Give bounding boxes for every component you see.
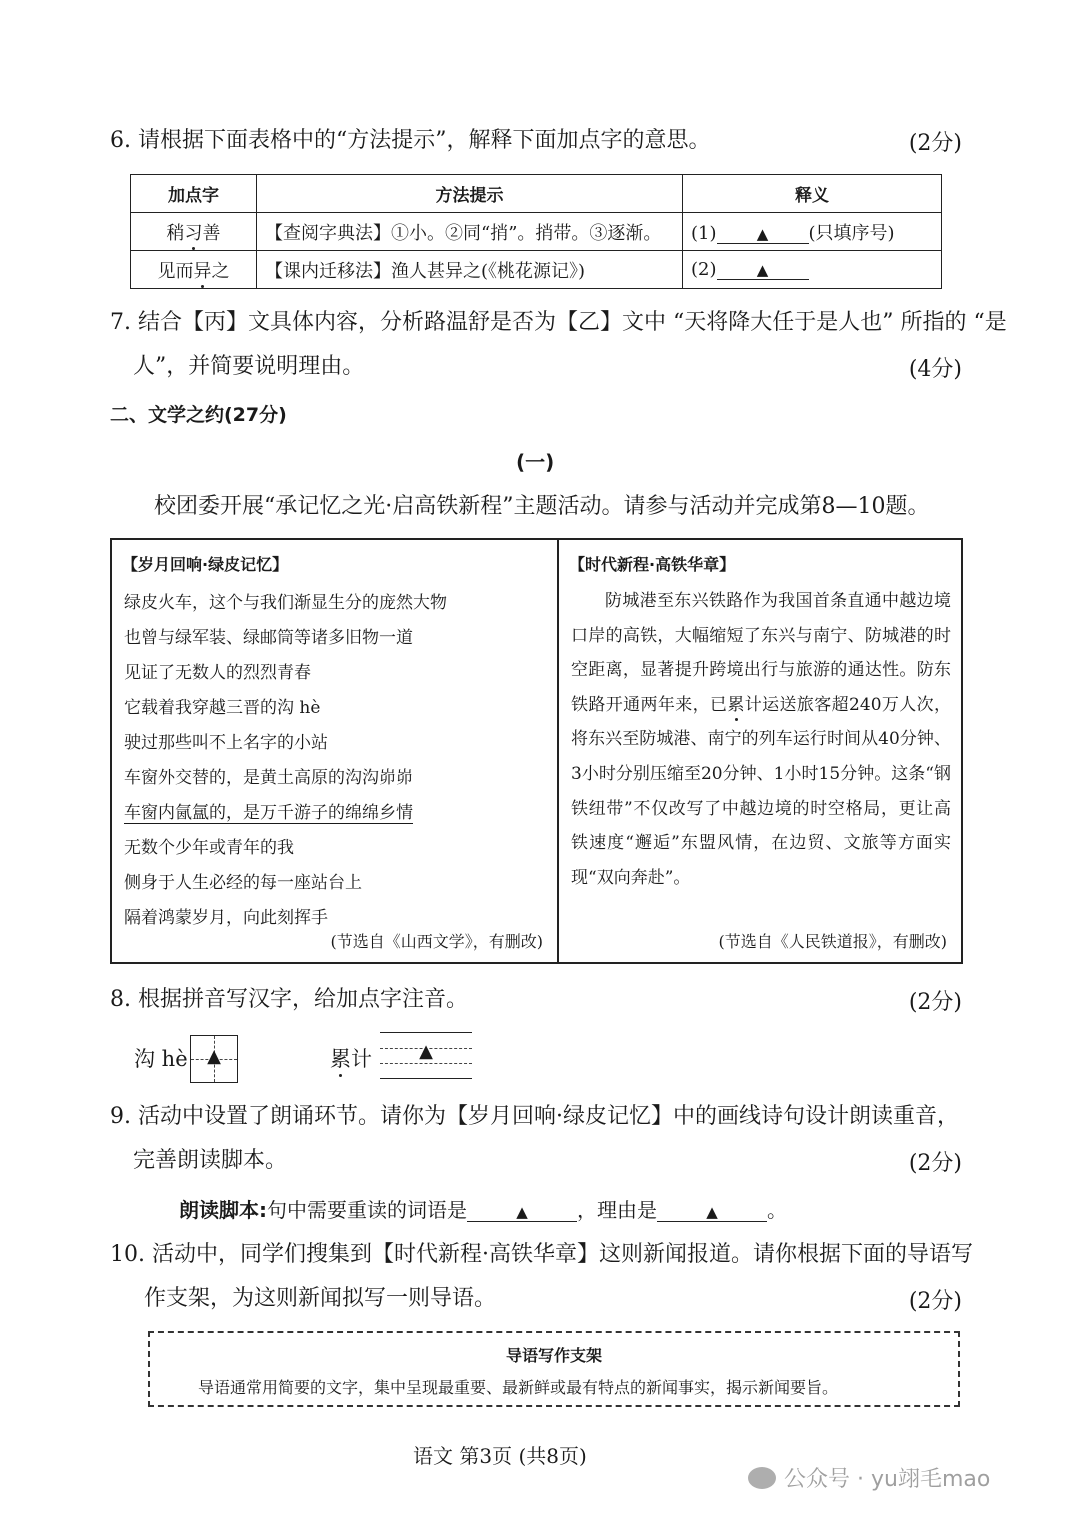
- poem-source: (节选自《山西文学》，有删改): [330, 932, 543, 951]
- poem-line: 也曾与绿军装、绿邮筒等诸多旧物一道: [124, 628, 413, 648]
- answer-blank[interactable]: ▲: [717, 225, 809, 244]
- news-text: [571, 584, 951, 895]
- answer-blank-word[interactable]: ▲: [467, 1203, 577, 1222]
- answer-note: (只填序号): [808, 222, 895, 244]
- poem-line: 车窗外交替的，是黄土高原的沟沟峁峁: [124, 768, 413, 788]
- table-header-row: [131, 175, 942, 213]
- section-intro: 校团委开展“承记忆之光·启高铁新程”主题活动。请参与活动并完成第8—10题。: [154, 494, 930, 519]
- script-label: 朗读脚本:: [179, 1198, 267, 1222]
- script-end: 。: [767, 1198, 787, 1222]
- frame-title: 导语写作支架: [505, 1346, 602, 1365]
- poem-line: 无数个少年或青年的我: [124, 838, 294, 858]
- table-row: [131, 213, 942, 251]
- answer-blank-reason[interactable]: ▲: [657, 1203, 767, 1222]
- frame-text: 导语通常用简要的文字，集中呈现最重要、最新鲜或最有特点的新闻事实，揭示新闻要旨。: [198, 1378, 839, 1397]
- answer-blank[interactable]: ▲: [717, 261, 809, 280]
- header-meaning: 释义: [683, 175, 942, 213]
- dotted-char: 累: [330, 1047, 351, 1071]
- header-dotted-word: 加点字: [131, 175, 257, 213]
- dotted-char: 习: [184, 222, 203, 244]
- section-title: 二、文学之约(27分): [110, 404, 287, 426]
- part-label: (一): [516, 450, 555, 474]
- hint-cell: 【课内迁移法】渔人甚异之(《桃花源记》): [257, 251, 683, 289]
- page-footer: 语文 第3页 (共8页): [413, 1444, 587, 1468]
- dotted-word-cell: [131, 251, 257, 289]
- answer-cell[interactable]: [683, 251, 942, 289]
- q8-stem: 8. 根据拼音写汉字，给加点字注音。: [110, 987, 468, 1012]
- q6-score: (2分): [908, 131, 962, 156]
- wechat-icon: [748, 1467, 776, 1489]
- q8-item2-label: [330, 1043, 372, 1073]
- pinyin-four-line-grid[interactable]: [380, 1030, 472, 1080]
- script-text: ，理由是: [577, 1198, 657, 1222]
- word-part: 见而: [157, 260, 194, 282]
- q8-score: (2分): [908, 990, 962, 1015]
- script-text: 句中需要重读的词语是: [267, 1198, 467, 1222]
- news-text-part: 防城港至东兴铁路作为我国首条直通中越边境口岸的高铁，大幅缩短了东兴与南宁、防城港的时空距离，显著提升跨境出行与旅游的通达性。防东铁路开通两年来，已: [571, 591, 951, 715]
- poem-line: 侧身于人生必经的每一座站台上: [124, 873, 362, 893]
- poem-line: 它载着我穿越三晋的沟 hè: [124, 698, 321, 718]
- header-method-hint: 方法提示: [257, 175, 683, 213]
- poem-box: [110, 538, 559, 964]
- q7-line2: 人”，并简要说明理由。: [133, 354, 365, 379]
- q9-line1: 9. 活动中设置了朗诵环节。请你为【岁月回响·绿皮记忆】中的画线诗句设计朗读重音，: [110, 1104, 959, 1129]
- answer-mark: ▲: [419, 1041, 433, 1062]
- q9-line2: 完善朗读脚本。: [133, 1148, 288, 1173]
- news-text-part: 计运送旅客超240万人次，将东兴至防城港、南宁的列车运行时间从40分钟、3小时分别压缩至20分钟、1小时15分钟。这条“钢铁纽带”不仅改写了中越边境的时空格局，更让高铁速度“邂逅”东盟风情，在边贸、文旅等方面实现“双向奔赴”。: [571, 694, 952, 888]
- q6-stem: 6. 请根据下面表格中的“方法提示”，解释下面加点字的意思。: [110, 128, 711, 153]
- poem-line: 隔着鸿蒙岁月，向此刻挥手: [124, 908, 328, 928]
- q8-item1-label: 沟 hè: [134, 1047, 188, 1071]
- watermark-text: 公众号 · yu翊毛mao: [784, 1467, 991, 1492]
- poem-line: 绿皮火车，这个与我们渐显生分的庞然大物: [124, 593, 447, 613]
- reading-script: [179, 1194, 787, 1223]
- table-row: [131, 251, 942, 289]
- poem-line: 驶过那些叫不上名字的小站: [124, 733, 328, 753]
- news-title: 【时代新程·高铁华章】: [569, 555, 736, 574]
- answer-mark: ▲: [207, 1046, 221, 1067]
- word-part: 计: [351, 1047, 372, 1071]
- answer-number: (1): [691, 222, 717, 244]
- hint-cell: 【查阅字典法】①小。②同“捎”。捎带。③逐渐。: [257, 213, 683, 251]
- news-box: [557, 538, 963, 964]
- poem-title: 【岁月回响·绿皮记忆】: [122, 555, 289, 574]
- poem-line: 见证了无数人的烈烈青春: [124, 663, 311, 683]
- q10-score: (2分): [908, 1289, 962, 1314]
- q6-table: [130, 174, 942, 289]
- answer-number: (2): [691, 259, 717, 280]
- hanzi-writing-grid[interactable]: [190, 1035, 238, 1083]
- answer-cell[interactable]: [683, 213, 942, 251]
- word-part: 之: [211, 260, 230, 282]
- word-part: 稍: [166, 222, 185, 244]
- poem-underlined-line: 车窗内氤氲的，是万千游子的绵绵乡情: [124, 803, 413, 823]
- q7-line1: 7. 结合【丙】文具体内容，分析路温舒是否为【乙】文中 “天将降大任于是人也” 所指的 “是: [110, 310, 1007, 335]
- dotted-char: 异: [193, 260, 212, 282]
- watermark: [748, 1462, 990, 1493]
- news-source: (节选自《人民铁道报》，有删改): [718, 932, 947, 951]
- lead-writing-frame: [148, 1331, 960, 1407]
- q9-score: (2分): [908, 1151, 962, 1176]
- word-part: 善: [202, 222, 221, 244]
- dotted-char: 累: [727, 694, 745, 715]
- q10-line2: 作支架，为这则新闻拟写一则导语。: [144, 1286, 497, 1311]
- q10-line1: 10. 活动中，同学们搜集到【时代新程·高铁华章】这则新闻报道。请你根据下面的导语写: [110, 1242, 973, 1267]
- q7-score: (4分): [908, 357, 962, 382]
- dotted-word-cell: [131, 213, 257, 251]
